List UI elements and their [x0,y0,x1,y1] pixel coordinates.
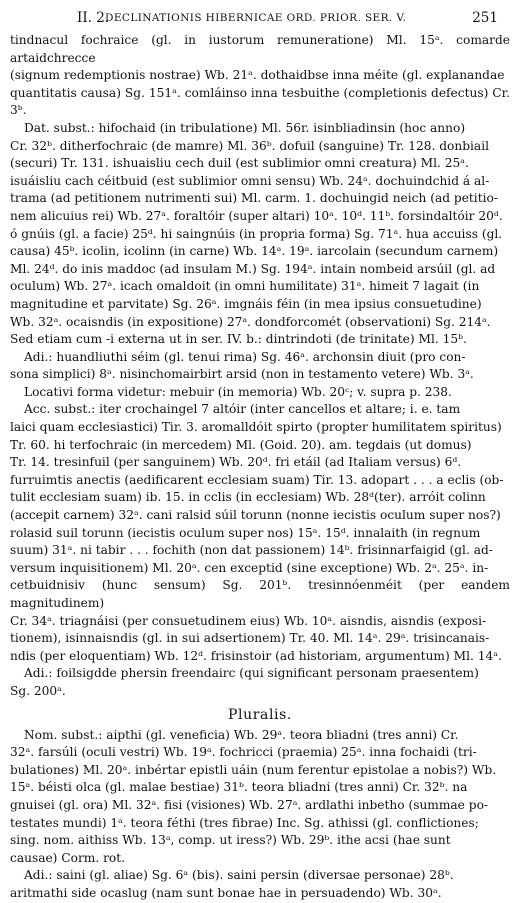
text-line: Ml. 24ᵈ. do inis maddoc (ad insulam M.) Sg. 194ᵃ. intain nombeid arsúil (gl. ad [10,261,496,276]
text-line: cetbuidnisiv (hunc sensum) Sg. 201ᵇ. tresinnóenméit (per eandem magnitudinem) [10,578,510,610]
text-line: 32ᵃ. farsúli (oculi vestri) Wb. 19ᵃ. fochricci (praemia) 25ᵃ. inna fochaidi (tri- [10,745,477,760]
text-line: (securi) Tr. 131. ishuaisliu cech duil (est sublimior omni creatura) Ml. 25ᵃ. [10,156,469,171]
text-line: Wb. 32ᵃ. ocaisndis (in expositione) 27ᵃ. dondforcomét (observationi) Sg. 214ᵃ. [10,314,491,329]
text-line: isuáisliu cach céitbuid (est sublimior omni sensu) Wb. 24ᵃ. dochuindchid á al- [10,173,490,188]
text-line: sing. nom. aithiss Wb. 13ᵃ, comp. ut iress?) Wb. 29ᵇ. ithe acsi (hae sunt [10,833,451,848]
text-line: suum) 31ᵃ. ni tabir . . . fochith (non dat passionem) 14ᵇ. frisinnarfaigid (gl. ad- [10,543,493,558]
text-line: oculum) Wb. 27ᵃ. icach omaldoit (in omni humilitate) 31ᵃ. himeit 7 lagait (in [10,279,480,294]
header-section-number: II. 2. [77,10,110,26]
text-line: aritmathi side ocaslug (nam sunt bonae hae in persuadendo) Wb. 30ᵃ. [10,885,442,900]
text-line: testates mundi) 1ᵃ. teora féthi (tres fibrae) Inc. Sg. athissi (gl. conflictiones; [10,815,479,830]
text-line: versum inquisitionem) Ml. 20ᵃ. cen exceptid (sine exceptione) Wb. 2ᵃ. 25ᵃ. in- [10,560,489,575]
text-line: 15ᵃ. béisti olca (gl. malae bestiae) 31ᵇ. teora bliadni (tres anni) Cr. 32ᵇ. na [10,780,468,795]
text-line: Cr. 34ᵃ. triagnáisi (per consuetudinem eius) Wb. 10ᵃ. aisndis, aisndis (exposi- [10,613,487,628]
text-line: Nom. subst.: aipthi (gl. veneficia) Wb. 29ᵃ. teora bliadni (tres anni) Cr. [24,727,459,742]
text-line: tionem), isinnaisndis (gl. in sui adsertionem) Tr. 40. Ml. 14ᵃ. 29ᵃ. trisincanais- [10,631,490,646]
text-line: laici quam ecclesiastici) Tir. 3. aromalldóit spirto (propter humilitatem spiritus) [10,420,502,435]
text-line: quantitatis causa) Sg. 151ᵃ. comláinso inna tesbuithe (completionis defectus) Cr. 3ᵇ. [10,85,510,118]
text-line: Sed etiam cum -i externa ut in ser. IV. b.: dintrindoti (de trinitate) Ml. 15ᵇ. [10,332,467,347]
text-line: magnitudine et parvitate) Sg. 26ᵃ. imgnáis féin (in mea ipsius consuetudine) [10,296,482,311]
text-line: trama (ad petitionem nutrimenti sui) Ml. carm. 1. dochuingid neich (ad petitio- [10,191,498,206]
text-block-pluralis [10,727,510,903]
text-block-singularis [10,32,510,701]
section-title-pluralis: Pluralis. [228,706,292,723]
text-line: Locativi forma videtur: mebuir (in memoria) Wb. 20ᶜ; v. supra p. 238. [24,384,452,399]
text-line: Cr. 32ᵇ. ditherfochraic (de mamre) Ml. 36ᵇ. dofuil (sanguine) Tr. 128. donbiail [10,138,489,153]
text-line: rolasid suil torunn (iecistis oculum super nos) 15ᵃ. 15ᵈ. innalaith (in regnum [10,525,481,540]
text-line: tindnacul fochraice (gl. in iustorum remuneratione) Ml. 15ᵃ. comarde artaidchrecce [10,33,510,65]
text-line: Sg. 200ᵃ. [10,683,66,698]
text-line: sona simplici) 8ᵃ. nisinchomairbirt arsid (non in testamento vetere) Wb. 3ᵃ. [10,367,474,382]
text-line: Tr. 14. tresinfuil (per sanguinem) Wb. 20ᵈ. fri etáil (ad Italiam versus) 6ᵈ. [10,455,462,470]
text-line: ó gnúis (gl. a facie) 25ᵈ. hi saingnúis (in propria forma) Sg. 71ᵃ. hua accuiss (gl. [10,226,503,241]
page [10,8,510,903]
text-line: nem alicuius rei) Wb. 27ᵃ. foraltóir (super altari) 10ᵃ. 10ᵈ. 11ᵇ. forsindaltóir 20ᵈ. [10,208,503,223]
text-line: gnuisei (gl. ora) Ml. 32ᵃ. fisi (visiones) Wb. 27ᵃ. ardlathi inbetho (summae po- [10,797,489,812]
page-number: 251 [472,10,498,26]
text-line: ndis (per eloquentiam) Wb. 12ᵈ. frisinstoir (ad historiam, argumentum) Ml. 14ᵃ. [10,648,502,663]
text-line: (accepit carnem) 32ᵃ. cani ralsid súil torunn (nonne iecistis oculum super nos?) [10,508,501,523]
text-line: bulationes) Ml. 20ᵃ. inbértar epistli uáin (num ferentur epistolae a nobis?) Wb. [10,762,497,777]
text-line: Adi.: saini (gl. aliae) Sg. 6ᵃ (bis). saini persin (diversae personae) 28ᵇ. [24,868,454,883]
text-line: Adi.: huandliuthi séim (gl. tenui rima) Sg. 46ᵃ. archonsin diuit (pro con- [24,349,466,364]
text-line: tulit ecclesiam suam) ib. 15. in cclis (in ecclesiam) Wb. 28ᵈ(ter). arróit colinn [10,490,486,505]
text-line: furruimtis anectis (aedificarent ecclesiam suam) Tir. 13. adopart . . . a eclis (ob- [10,472,504,487]
running-header [10,8,510,32]
text-line: Dat. subst.: hifochaid (in tribulatione) Ml. 56r. isinbliadinsin (hoc anno) [24,120,466,135]
text-line: causae) Corm. rot. [10,850,126,865]
text-line: causa) 45ᵇ. icolin, icolinn (in carne) Wb. 14ᵃ. 19ᵃ. iarcolain (secundum carnem) [10,244,499,259]
text-line: Tr. 60. hi terfochraic (in mercedem) Ml. (Goid. 20). am. tegdais (ut domus) [10,437,472,452]
header-title: DECLINATIONIS HIBERNICAE ORD. PRIOR. SER. V. [105,12,407,24]
text-line: Adi.: foilsigdde phersin freendairc (qui significant personam praesentem) [24,666,479,681]
text-line: Acc. subst.: iter crochaingel 7 altóir (inter cancellos et altare; i. e. tam [24,402,461,417]
text-line: (signum redemptionis nostrae) Wb. 21ᵃ. dothaidbse inna méite (gl. explanandae [10,68,505,83]
